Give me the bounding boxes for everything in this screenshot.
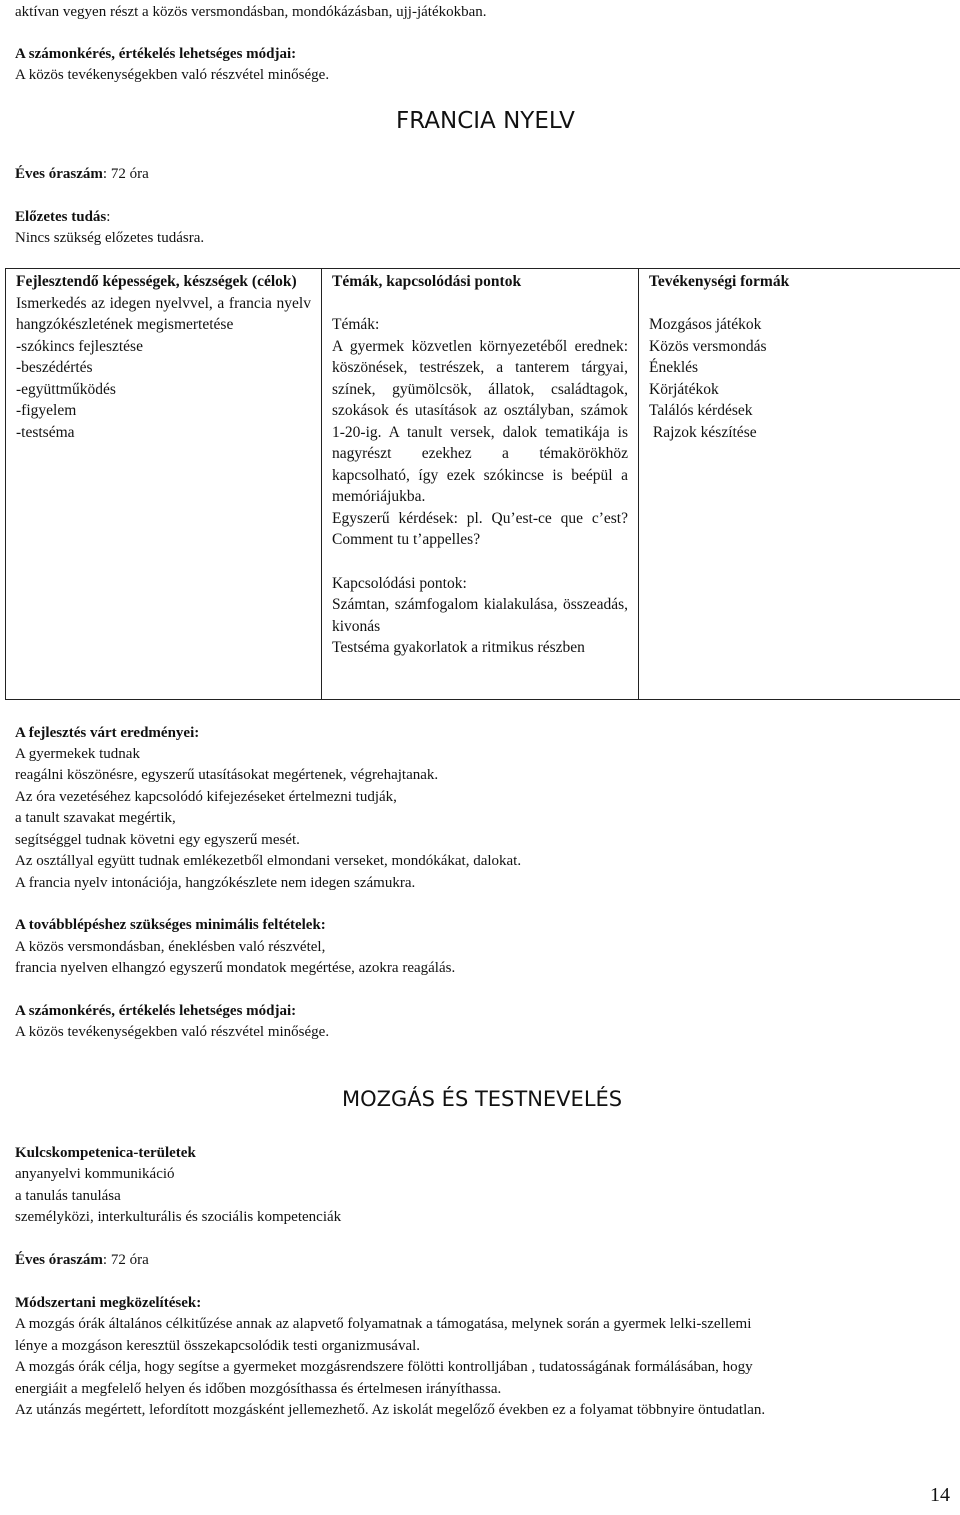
results-line: A francia nyelv intonációja, hangzókészlete nem idegen számukra. <box>15 875 416 891</box>
page-number: 14 <box>930 1484 950 1506</box>
activity-item: Találós kérdések <box>649 402 753 419</box>
method-line: lénye a mozgáson keresztül összekapcsolódik testi organizmusával. <box>15 1338 421 1354</box>
results-title: A fejlesztés várt eredményei: <box>15 725 200 741</box>
french-hours-value: : 72 óra <box>102 166 149 182</box>
key-competence-line: a tanulás tanulása <box>15 1188 121 1204</box>
method-line: Az utánzás megértett, lefordított mozgásként jellemezhető. Az iskolát megelőző években ez a folyamat többnyire öntudatlan. <box>15 1402 766 1418</box>
skills-column <box>6 269 322 700</box>
key-competence-title: Kulcskompetenica-területek <box>15 1145 196 1161</box>
results-line: a tanult szavakat megértik, <box>15 810 176 826</box>
intro-line: aktívan vegyen részt a közös versmondásban, mondókázásban, ujj-játékokban. <box>15 4 487 20</box>
skill-item: -beszédértés <box>16 359 93 376</box>
results-line: Az óra vezetéséhez kapcsolódó kifejezéseket értelmezni tudják, <box>15 789 397 805</box>
skills-intro: Ismerkedés az idegen nyelvvel, a francia nyelv hangzókészletének megismertetése <box>16 294 311 333</box>
results-line: A gyermekek tudnak <box>15 746 140 762</box>
activity-item: Körjátékok <box>649 380 719 398</box>
activity-item: Rajzok készítése <box>649 423 757 441</box>
method-title: Módszertani megközelítések: <box>15 1295 202 1311</box>
french-prior-text: Nincs szükség előzetes tudásra. <box>15 230 205 246</box>
topics-label: Témák: <box>332 316 380 333</box>
pe-hours-value: : 72 óra <box>102 1252 149 1268</box>
topics-column <box>322 269 639 700</box>
min-conditions-line: francia nyelven elhangzó egyszerű mondatok megértése, azokra reagálás. <box>15 960 456 976</box>
topics-questions: Egyszerű kérdések: pl. Qu’est-ce que c’est? Comment tu t’appelles? <box>332 509 628 548</box>
key-competence-line: személyközi, interkulturális és szociális kompetenciák <box>15 1209 342 1225</box>
activities-header: Tevékenységi formák <box>649 273 790 290</box>
french-prior-label: Előzetes tudás <box>15 209 107 225</box>
activity-item: Mozgásos játékok <box>649 316 762 333</box>
activities-column <box>639 269 960 700</box>
links-text-2: Testséma gyakorlatok a ritmikus részben <box>332 639 585 656</box>
topics-text: A gyermek közvetlen környezetéből erednek: köszönések, testrészek, a tanterem tárgyai, színek, gyümölcsök, állatok, családtagok, szokások és utasítások az osztályban, számok 1-20-ig. A tanult versek, dalok tematikája is nagyrészt ezekhez a témakörökhöz kapcsolható, így ezek szókincse is beépül a memóriájukba. <box>332 337 628 505</box>
french-heading: FRANCIA NYELV <box>396 108 575 134</box>
activity-item: Közös versmondás <box>649 337 767 355</box>
method-line: A mozgás órák általános célkitűzése annak az alapvető folyamatnak a támogatása, melynek során a gyermek lelki-szellemi <box>15 1316 752 1332</box>
french-curriculum-table <box>5 268 960 700</box>
method-line: energiáit a megfelelő helyen és időben mozgósíthassa és értelmesen irányíthassa. <box>15 1381 502 1397</box>
activity-item: Éneklés <box>649 359 699 376</box>
assessment-title-top: A számonkérés, értékelés lehetséges módjai: <box>15 46 297 62</box>
topics-header: Témák, kapcsolódási pontok <box>332 273 522 290</box>
skill-item: -szókincs fejlesztése <box>16 337 143 355</box>
min-conditions-title: A továbblépéshez szükséges minimális feltételek: <box>15 917 326 933</box>
french-hours-label: Éves óraszám <box>15 166 103 182</box>
results-line: segítséggel tudnak követni egy egyszerű mesét. <box>15 832 300 848</box>
french-prior-colon: : <box>106 209 111 225</box>
min-conditions-line: A közös versmondásban, éneklésben való részvétel, <box>15 939 326 955</box>
french-prior <box>15 207 110 227</box>
method-line: A mozgás órák célja, hogy segítse a gyermeket mozgásrendszere fölötti kontrolljában , tudatosságának formálásában, hogy <box>15 1359 753 1375</box>
links-label: Kapcsolódási pontok: <box>332 574 467 592</box>
skill-item: -együttműködés <box>16 380 116 398</box>
french-hours <box>15 164 149 184</box>
pe-heading: MOZGÁS ÉS TESTNEVELÉS <box>342 1087 623 1111</box>
assessment-title: A számonkérés, értékelés lehetséges módjai: <box>15 1003 297 1019</box>
key-competence-line: anyanyelvi kommunikáció <box>15 1166 175 1182</box>
results-line: reagálni köszönésre, egyszerű utasításokat megértenek, végrehajtanak. <box>15 767 439 783</box>
pe-hours <box>15 1250 149 1270</box>
skill-item: -figyelem <box>16 402 77 419</box>
skill-item: -testséma <box>16 423 75 441</box>
links-text-1: Számtan, számfogalom kialakulása, összeadás, kivonás <box>332 596 628 635</box>
skills-header: Fejlesztendő képességek, készségek (célok) <box>16 273 297 290</box>
results-line: Az osztállyal együtt tudnak emlékezetből elmondani verseket, mondókákat, dalokat. <box>15 853 522 869</box>
assessment-text-top: A közös tevékenységekben való részvétel minősége. <box>15 67 330 83</box>
assessment-text: A közös tevékenységekben való részvétel minősége. <box>15 1024 330 1040</box>
pe-hours-label: Éves óraszám <box>15 1252 103 1268</box>
